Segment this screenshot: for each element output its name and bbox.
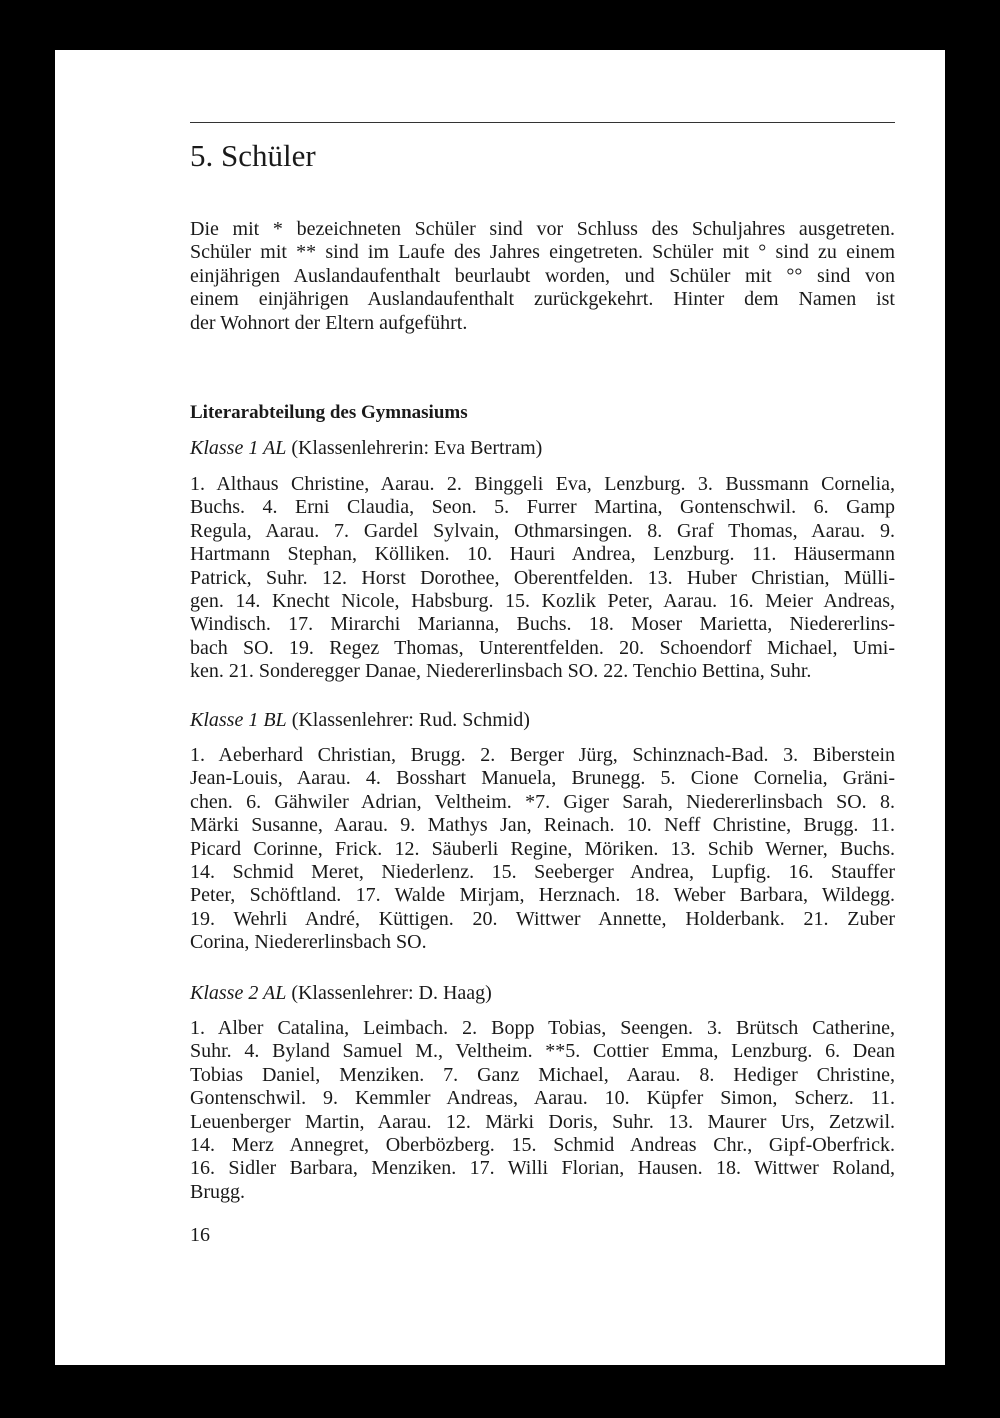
class-name: Klasse 1 AL xyxy=(190,437,287,459)
text-line: 14. Merz Annegret, Oberbözberg. 15. Schmid Andreas Chr., Gipf-Oberfrick. xyxy=(190,1133,895,1156)
text-line: Die mit * bezeichneten Schüler sind vor Schluss des Schuljahres ausgetreten. xyxy=(190,218,895,240)
class-heading-2al xyxy=(190,981,492,1005)
text-line: Märki Susanne, Aarau. 9. Mathys Jan, Reinach. 10. Neff Christine, Brugg. 11. xyxy=(190,814,895,837)
text-line: 1. Alber Catalina, Leimbach. 2. Bopp Tobias, Seengen. 3. Brütsch Catherine, xyxy=(190,1017,895,1039)
text-line: 1. Althaus Christine, Aarau. 2. Binggeli Eva, Lenzburg. 3. Bussmann Cornelia, xyxy=(190,473,895,495)
text-line: Buchs. 4. Erni Claudia, Seon. 5. Furrer Martina, Gontenschwil. 6. Gamp xyxy=(190,496,895,519)
document-page xyxy=(55,50,945,1365)
class-name: Klasse 1 BL xyxy=(190,709,287,731)
class-list-2al xyxy=(190,1017,895,1204)
text-line: gen. 14. Knecht Nicole, Habsburg. 15. Kozlik Peter, Aarau. 16. Meier Andreas, xyxy=(190,589,895,612)
text-line: Peter, Schöftland. 17. Walde Mirjam, Herznach. 18. Weber Barbara, Wildegg. xyxy=(190,884,895,907)
class-heading-1al xyxy=(190,436,542,460)
department-heading: Literarabteilung des Gymnasiums xyxy=(190,402,468,423)
text-line: chen. 6. Gähwiler Adrian, Veltheim. *7. Giger Sarah, Niedererlinsbach SO. 8. xyxy=(190,790,895,813)
class-list-1bl xyxy=(190,744,895,955)
text-line: einjährigen Auslandaufenthalt beurlaubt worden, und Schüler mit °° sind von xyxy=(190,264,895,287)
text-line: Corina, Niedererlinsbach SO. xyxy=(190,931,427,954)
text-line: Leuenberger Martin, Aarau. 12. Märki Doris, Suhr. 13. Maurer Urs, Zetzwil. xyxy=(190,1110,895,1133)
text-line: Jean-Louis, Aarau. 4. Bosshart Manuela, Brunegg. 5. Cione Cornelia, Gräni- xyxy=(190,767,895,790)
text-line: Brugg. xyxy=(190,1180,245,1203)
text-line: einem einjährigen Auslandaufenthalt zurückgekehrt. Hinter dem Namen ist xyxy=(190,288,895,311)
text-line: 14. Schmid Meret, Niederlenz. 15. Seeberger Andrea, Lupfig. 16. Stauffer xyxy=(190,860,895,883)
class-name: Klasse 2 AL xyxy=(190,982,287,1004)
text-line: Hartmann Stephan, Kölliken. 10. Hauri Andrea, Lenzburg. 11. Häusermann xyxy=(190,543,895,566)
text-line: Regula, Aarau. 7. Gardel Sylvain, Othmarsingen. 8. Graf Thomas, Aarau. 9. xyxy=(190,519,895,542)
class-teacher: (Klassenlehrer: D. Haag) xyxy=(291,982,492,1004)
top-rule xyxy=(190,122,895,123)
text-line: 1. Aeberhard Christian, Brugg. 2. Berger Jürg, Schinznach-Bad. 3. Biberstein xyxy=(190,744,895,766)
class-heading-1bl xyxy=(190,708,530,732)
class-list-1al xyxy=(190,473,895,684)
text-line: Picard Corinne, Frick. 12. Säuberli Regine, Möriken. 13. Schib Werner, Buchs. xyxy=(190,837,895,860)
page-number: 16 xyxy=(190,1224,210,1246)
text-line: der Wohnort der Eltern aufgeführt. xyxy=(190,311,468,334)
text-line: 16. Sidler Barbara, Menziken. 17. Willi Florian, Hausen. 18. Wittwer Roland, xyxy=(190,1157,895,1180)
intro-paragraph xyxy=(190,218,895,335)
text-line: Suhr. 4. Byland Samuel M., Veltheim. **5. Cottier Emma, Lenzburg. 6. Dean xyxy=(190,1040,895,1063)
text-line: Patrick, Suhr. 12. Horst Dorothee, Oberentfelden. 13. Huber Christian, Mülli- xyxy=(190,566,895,589)
section-title: 5. Schüler xyxy=(190,138,316,173)
text-line: Windisch. 17. Mirarchi Marianna, Buchs. 18. Moser Marietta, Niedererlins- xyxy=(190,613,895,636)
text-line: Tobias Daniel, Menziken. 7. Ganz Michael, Aarau. 8. Hediger Christine, xyxy=(190,1063,895,1086)
class-teacher: (Klassenlehrerin: Eva Bertram) xyxy=(291,437,543,459)
class-teacher: (Klassenlehrer: Rud. Schmid) xyxy=(291,709,530,731)
text-line: Gontenschwil. 9. Kemmler Andreas, Aarau. 10. Küpfer Simon, Scherz. 11. xyxy=(190,1087,895,1110)
text-line: Schüler mit ** sind im Laufe des Jahres eingetreten. Schüler mit ° sind zu einem xyxy=(190,241,895,264)
text-line: 19. Wehrli André, Küttigen. 20. Wittwer Annette, Holderbank. 21. Zuber xyxy=(190,907,895,930)
text-line: ken. 21. Sonderegger Danae, Niedererlinsbach SO. 22. Tenchio Bettina, Suhr. xyxy=(190,660,812,683)
text-line: bach SO. 19. Regez Thomas, Unterentfelden. 20. Schoendorf Michael, Umi- xyxy=(190,636,895,659)
